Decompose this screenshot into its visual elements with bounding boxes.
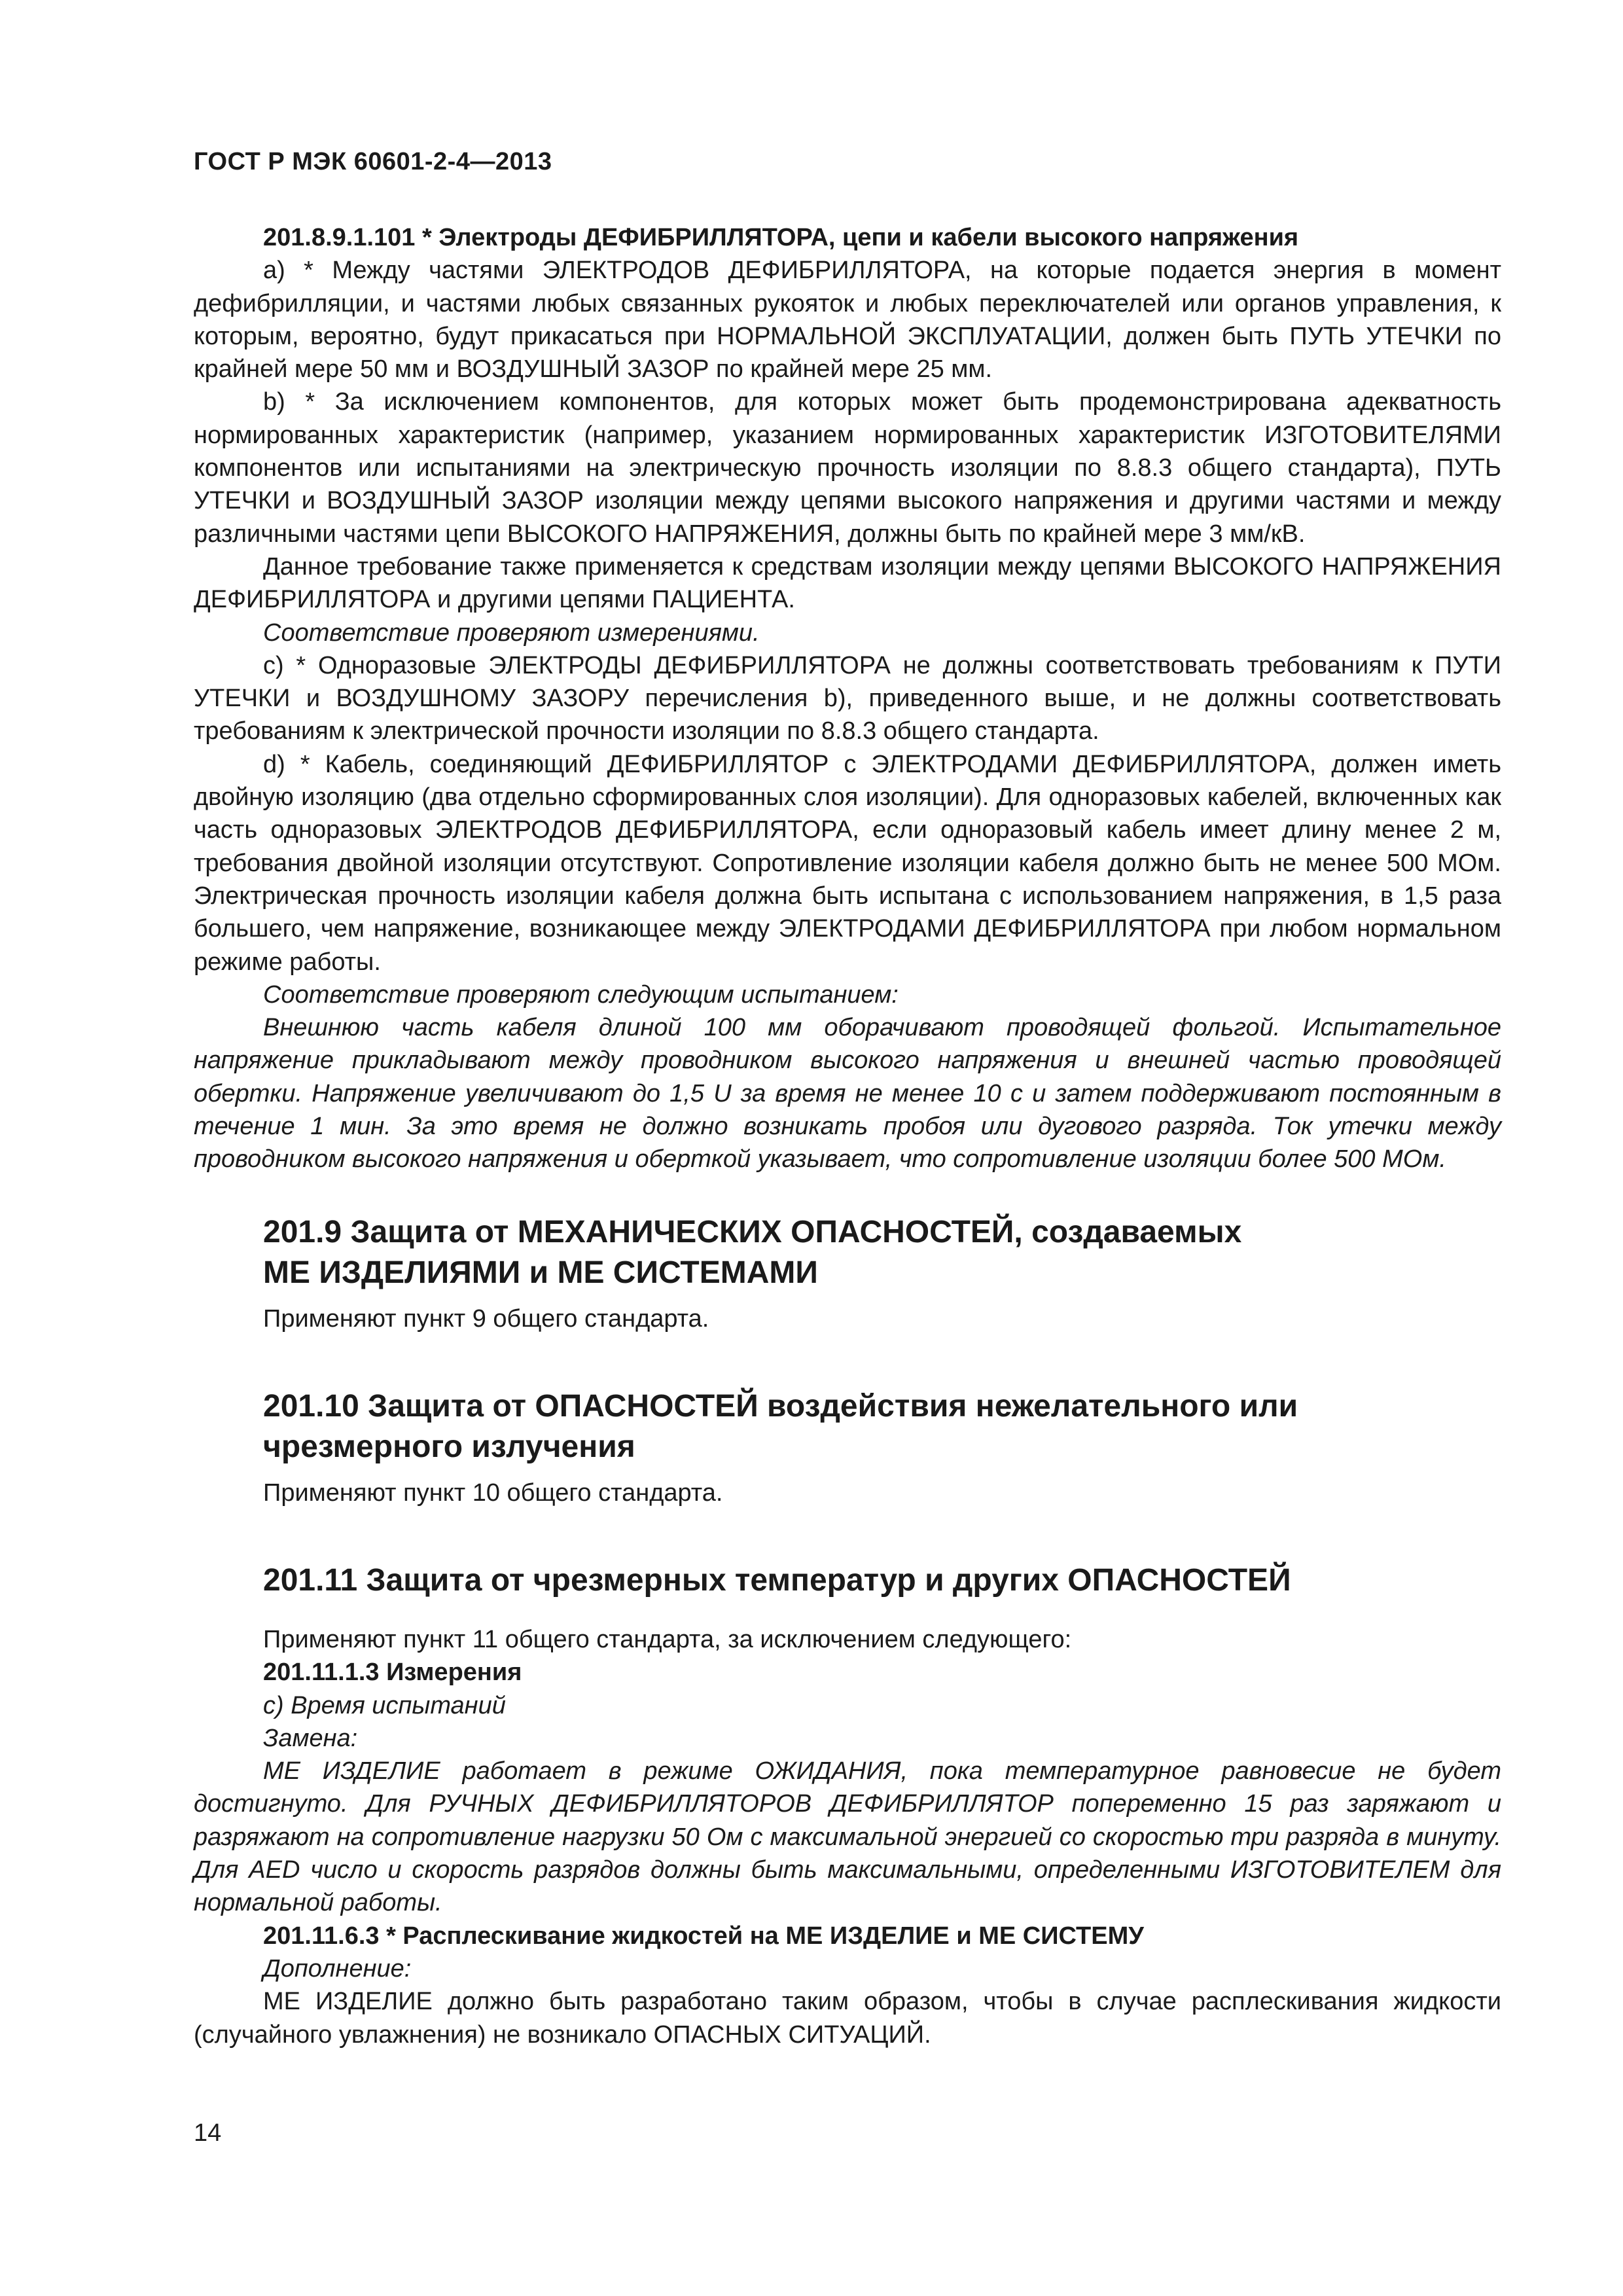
item-d: d) * Кабель, соединяющий ДЕФИБРИЛЛЯТОР с ЭЛЕКТРОДАМИ ДЕФИБРИЛЛЯТОРА, должен иметь двойную изоляцию (два отдельно сформированных слоя изоляции). Для одноразовых кабелей, включенных как часть одноразовых ЭЛЕКТРОДОВ ДЕФИБРИЛЛЯТОРА, если одноразовый кабель имеет длину менее 2 м, требования двойной изоляции отсутствуют. Сопротивление изоляции кабеля должно быть не менее 500 МОм. Электрическая прочность изоляции кабеля должна быть испытана с использованием напряжения, в 1,5 раза большего, чем напряжение, возникающее между ЭЛЕКТРОДАМИ ДЕФИБРИЛЛЯТОРА при любом нормальном режиме работы. [194, 750, 1501, 976]
item-c: с) * Одноразовые ЭЛЕКТРОДЫ ДЕФИБРИЛЛЯТОРА не должны соответствовать требованиям к ПУТИ УТЕЧКИ и ВОЗДУШНОМУ ЗАЗОРУ перечисления b), приведенного выше, и не должны соответствовать требованиям к электрической прочности изоляции по 8.8.3 общего стандарта. [194, 651, 1501, 745]
addition-label: Дополнение: [263, 1954, 412, 1982]
section-title-line: 201.9 Защита от МЕХАНИЧЕСКИХ ОПАСНОСТЕЙ, создаваемых [263, 1215, 1242, 1249]
section-heading-201-9 [263, 1212, 1480, 1293]
compliance-note: Соответствие проверяют следующим испытанием: [263, 980, 899, 1009]
clause-heading: 201.8.9.1.101 * Электроды ДЕФИБРИЛЛЯТОРА, цепи и кабели высокого напряжения [263, 224, 1299, 251]
compliance-note: Соответствие проверяют измерениями. [263, 619, 760, 647]
replacement-text: МЕ ИЗДЕЛИЕ работает в режиме ОЖИДАНИЯ, пока температурное равновесие не будет достигнуто. Для РУЧНЫХ ДЕФИБРИЛЛЯТОРОВ ДЕФИБРИЛЛЯТОР попеременно 15 раз заряжают и разряжают на сопротивление нагрузки 50 Ом с максимальной энергией со скоростью три разряда в минуту. Для AED число и скорость разрядов должны быть максимальными, определенными ИЗГОТОВИТЕЛЕМ для нормальной работы. [194, 1757, 1501, 1917]
item-b: b) * За исключением компонентов, для которых может быть продемонстрирована адекватность нормированных характеристик (например, указанием нормированных характеристик ИЗГОТОВИТЕЛЯМИ компонентов или испытаниями на электрическую прочность изоляции по 8.8.3 общего стандарта), ПУТЬ УТЕЧКИ и ВОЗДУШНЫЙ ЗАЗОР изоляции между цепями высокого напряжения и другими частями и между различными частями цепи ВЫСОКОГО НАПРЯЖЕНИЯ, должны быть по крайней мере 3 мм/кВ. [194, 388, 1501, 548]
section-heading-201-10 [263, 1386, 1480, 1467]
section-11-body [194, 1623, 1501, 2051]
page-number: 14 [194, 2119, 222, 2147]
section-title-line: 201.11 Защита от чрезмерных температур и других ОПАСНОСТЕЙ [263, 1563, 1291, 1598]
test-procedure: Внешнюю часть кабеля длиной 100 мм оборачивают проводящей фольгой. Испытательное напряжение прикладывают между проводником высокого напряжения и внешней частью проводящей обертки. Напряжение увеличивают до 1,5 U за время не менее 10 с и затем поддерживают постоянным в течение 1 мин. За это время не должно возникать пробоя или дугового разряда. Ток утечки между проводником высокого напряжения и оберткой указывает, что сопротивление изоляции более 500 МОм. [194, 1014, 1501, 1174]
paragraph: Применяют пункт 10 общего стандарта. [263, 1479, 723, 1507]
item-b-extra: Данное требование также применяется к средствам изоляции между цепями ВЫСОКОГО НАПРЯЖЕНИЯ ДЕФИБРИЛЛЯТОРА и другими цепями ПАЦИЕНТА. [194, 552, 1501, 614]
section-title-line: 201.10 Защита от ОПАСНОСТЕЙ воздействия нежелательного или [263, 1389, 1298, 1424]
addition-text: МЕ ИЗДЕЛИЕ должно быть разработано таким образом, чтобы в случае расплескивания жидкости (случайного увлажнения) не возникало ОПАСНЫХ СИТУАЦИЙ. [194, 1988, 1501, 2049]
section-9-text [194, 1302, 1501, 1335]
replacement-label: Замена: [263, 1724, 358, 1752]
subclause-heading: 201.11.1.3 Измерения [263, 1659, 522, 1687]
section-title-line: МЕ ИЗДЕЛИЯМИ и МЕ СИСТЕМАМИ [263, 1255, 818, 1290]
standard-header: ГОСТ Р МЭК 60601-2-4—2013 [194, 148, 552, 175]
item-a: а) * Между частями ЭЛЕКТРОДОВ ДЕФИБРИЛЛЯТОРА, на которые подается энергия в момент дефибрилляции, и частями любых связанных рукояток и любых переключателей или органов управления, к которым, вероятно, будут прикасаться при НОРМАЛЬНОЙ ЭКСПЛУАТАЦИИ, должен быть ПУТЬ УТЕЧКИ по крайней мере 50 мм и ВОЗДУШНЫЙ ЗАЗОР по крайней мере 25 мм. [194, 257, 1501, 384]
subclause-item: с) Время испытаний [263, 1691, 506, 1719]
subclause-heading: 201.11.6.3 * Расплескивание жидкостей на МЕ ИЗДЕЛИЕ и МЕ СИСТЕМУ [263, 1922, 1144, 1950]
section-title-line: чрезмерного излучения [263, 1429, 635, 1464]
clause-201-8-9-1-101 [194, 221, 1501, 1176]
section-10-text [194, 1477, 1501, 1509]
section-heading-201-11 [263, 1560, 1480, 1601]
section-intro: Применяют пункт 11 общего стандарта, за исключением следующего: [263, 1626, 1072, 1653]
paragraph: Применяют пункт 9 общего стандарта. [263, 1305, 709, 1333]
